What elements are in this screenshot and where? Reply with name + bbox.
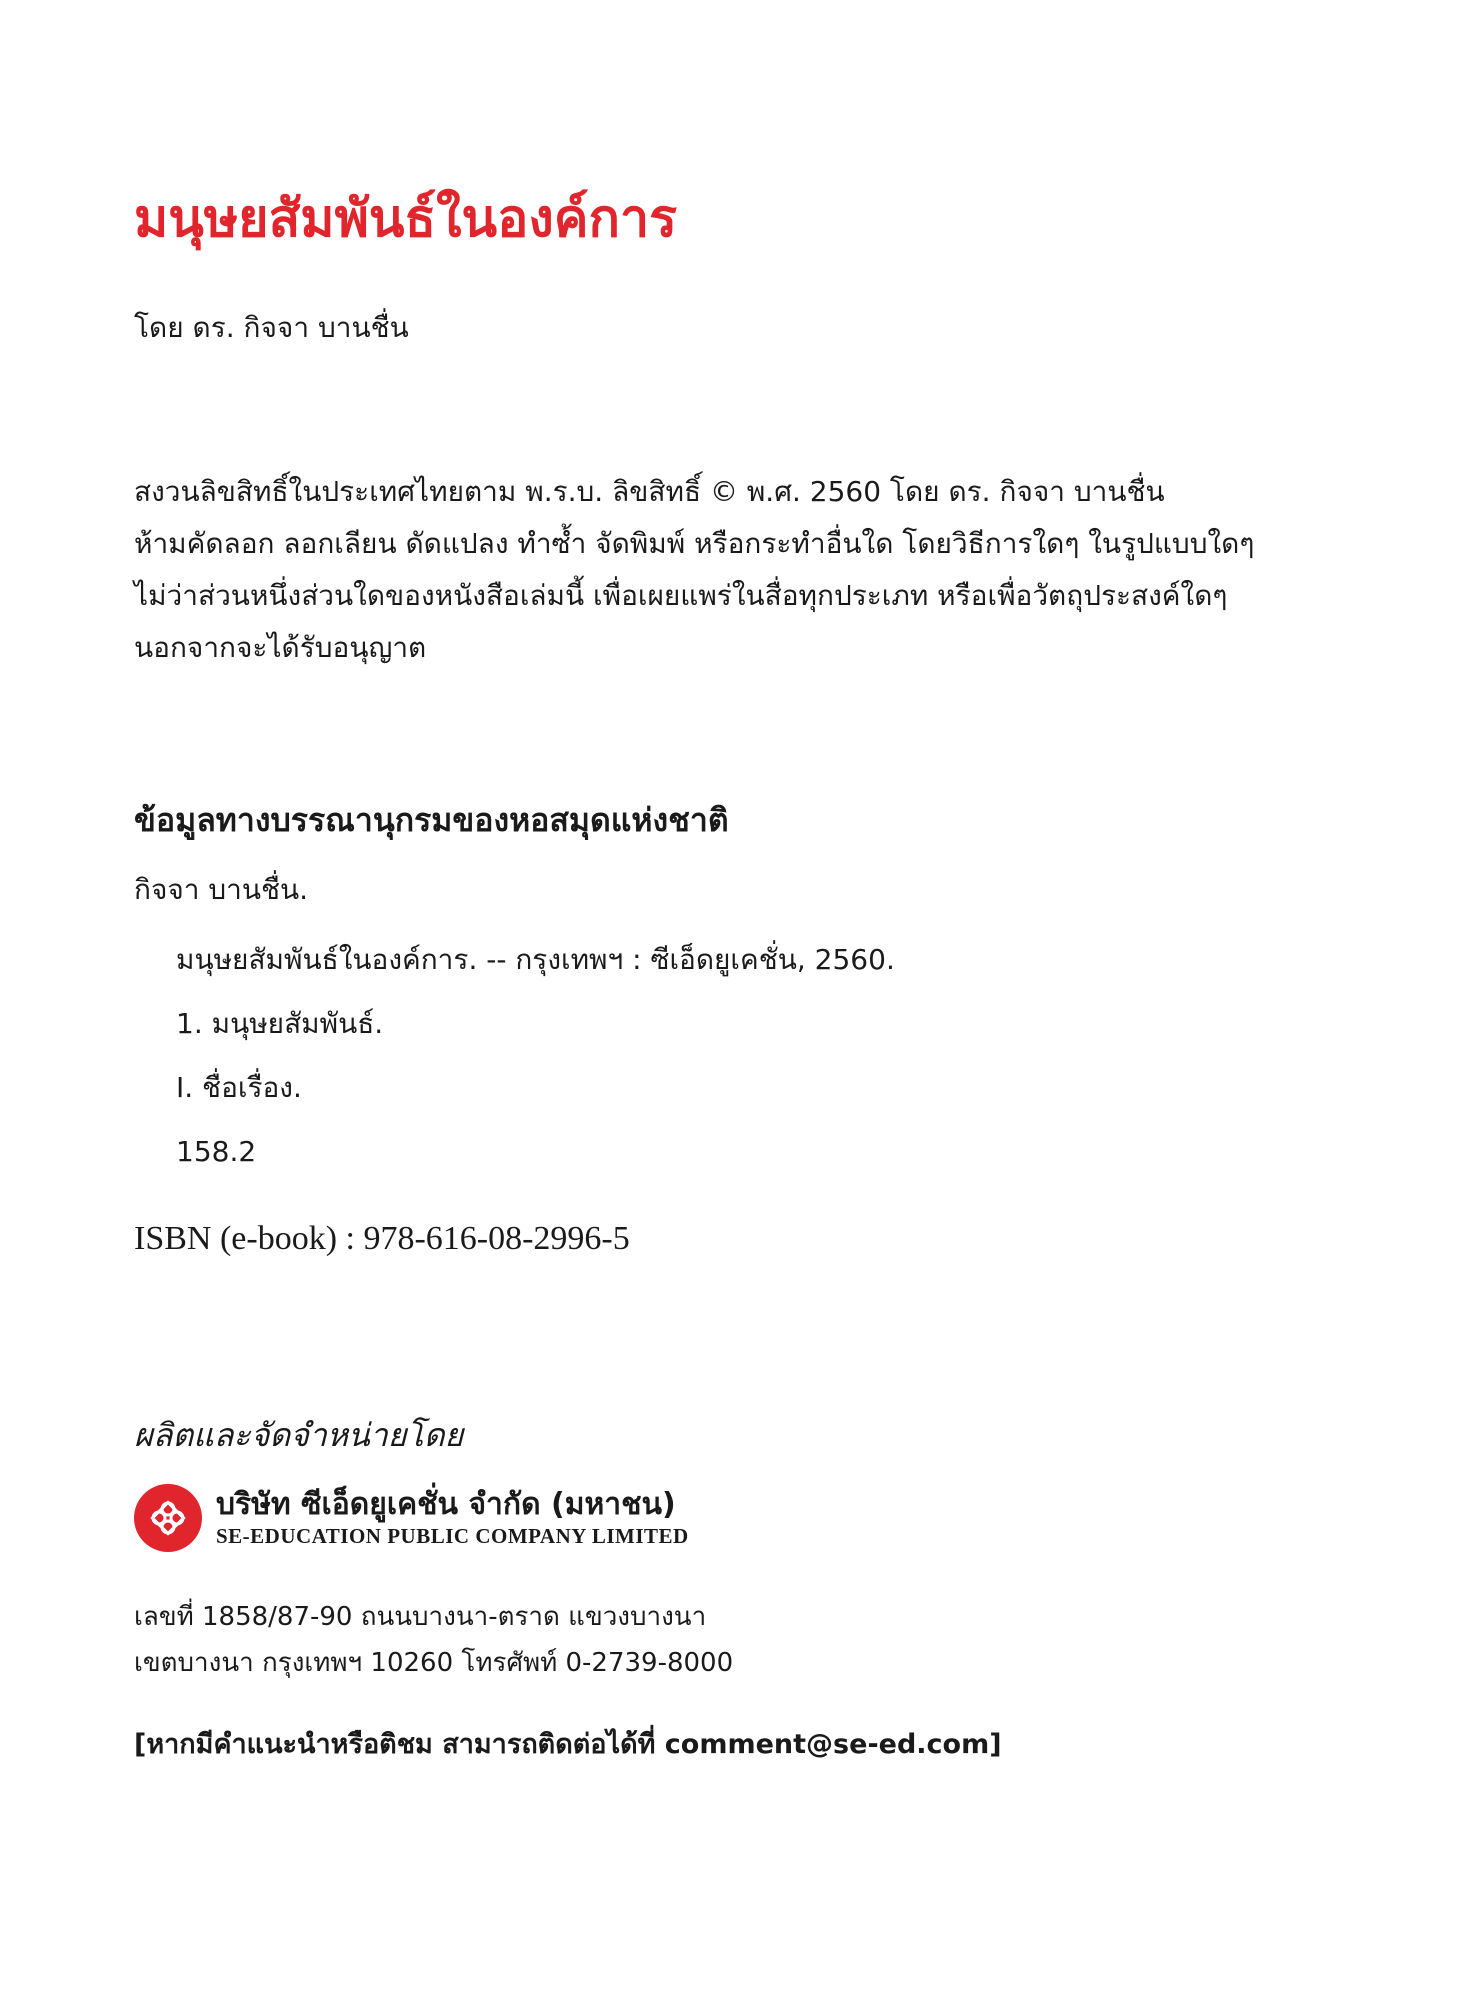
publisher-names (216, 1487, 689, 1549)
se-ed-logo-icon (134, 1484, 202, 1552)
cip-entry: 158.2 (176, 1135, 257, 1168)
book-author: โดย ดร. กิจจา บานชื่น (134, 311, 409, 344)
cip-entry: I. ชื่อเรื่อง. (176, 1071, 302, 1104)
copyright-notice (134, 466, 1354, 674)
address-line: เลขที่ 1858/87-90 ถนนบางนา-ตราด แขวงบางนา (134, 1602, 707, 1632)
cip-entry: 1. มนุษยสัมพันธ์. (176, 1007, 384, 1040)
cip-author: กิจจา บานชื่น. (134, 873, 309, 906)
isbn: ISBN (e-book) : 978-616-08-2996-5 (134, 1220, 630, 1257)
book-title: มนุษยสัมพันธ์ในองค์การ (134, 188, 678, 249)
produced-by-label: ผลิตและจัดจำหน่ายโดย (134, 1416, 464, 1454)
copyright-line: ห้ามคัดลอก ลอกเลียน ดัดแปลง ทำซ้ำ จัดพิมพ์ หรือกระทำอื่นใด โดยวิธีการใดๆ ในรูปแบบใดๆ (134, 527, 1255, 560)
publisher-name-thai: บริษัท ซีเอ็ดยูเคชั่น จำกัด (มหาชน) (216, 1487, 676, 1522)
cip-heading: ข้อมูลทางบรรณานุกรมของหอสมุดแห่งชาติ (134, 801, 729, 839)
copyright-line: สงวนลิขสิทธิ์ในประเทศไทยตาม พ.ร.บ. ลิขสิทธิ์ © พ.ศ. 2560 โดย ดร. กิจจา บานชื่น (134, 475, 1165, 508)
logo-knot-icon (145, 1495, 191, 1541)
publisher-block (134, 1484, 689, 1552)
contact-info: [หากมีคำแนะนำหรือติชม สามารถติดต่อได้ที่ comment@se-ed.com] (134, 1729, 1002, 1760)
publisher-name-english: SE-EDUCATION PUBLIC COMPANY LIMITED (216, 1524, 689, 1548)
cip-entry: มนุษยสัมพันธ์ในองค์การ. -- กรุงเทพฯ : ซีเอ็ดยูเคชั่น, 2560. (176, 943, 895, 976)
address-line: เขตบางนา กรุงเทพฯ 10260 โทรศัพท์ 0-2739-8000 (134, 1648, 734, 1678)
copyright-line: ไม่ว่าส่วนหนึ่งส่วนใดของหนังสือเล่มนี้ เพื่อเผยแพร่ในสื่อทุกประเภท หรือเพื่อวัตถุประสงค์ใดๆ (134, 579, 1228, 612)
cip-entries (176, 940, 895, 1196)
copyright-line: นอกจากจะได้รับอนุญาต (134, 631, 427, 664)
publisher-address (134, 1594, 733, 1686)
